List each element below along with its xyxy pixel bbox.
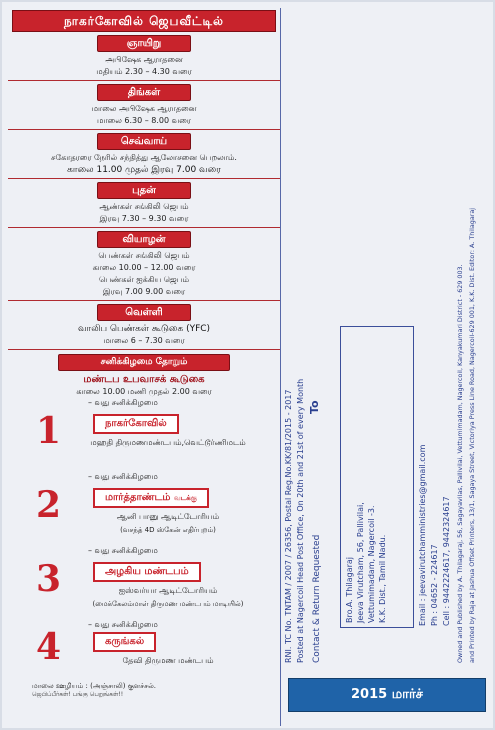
postal-column: [280, 8, 491, 726]
contact-line: Contact & Return Requested: [312, 534, 322, 663]
schedule-time: காலை 11.00 முதல் இரவு 7.00 வரை: [67, 165, 221, 175]
issue-date: 2015 மார்ச்: [288, 678, 486, 712]
schedule-time: இரவு 7.00 9.00 வரை: [102, 287, 186, 296]
venue-3: [8, 546, 280, 620]
venue-1: [8, 398, 280, 472]
schedule-time: காலை 10.00 – 12.00 வரை: [92, 263, 196, 272]
venue-week-label: – வது சனிக்கிழமை: [88, 546, 158, 555]
venue-hall: ஐஸ்வர்யா ஆடிட்டோரியம்: [118, 586, 218, 595]
posted-line: Posted at Nagercoil Head Post Office, On 20th and 21st of every Month: [296, 378, 305, 663]
day-banner-sunday: ஞாயிறு: [97, 35, 191, 52]
venue-number: 1: [36, 410, 62, 452]
day-banner-wednesday: புதன்: [97, 182, 191, 199]
address-line: Vettumimadam, Nagercoil -3.: [367, 505, 376, 623]
day-section-sunday: [8, 35, 280, 81]
return-address-box: [340, 326, 414, 628]
venue-name-text: நாகர்கோவில்: [105, 418, 167, 429]
venue-number: 2: [36, 484, 62, 526]
magazine-back-cover: [2, 2, 493, 728]
day-banner-tuesday: செவ்வாய்: [97, 133, 191, 150]
schedule-text: மாலை அபிஷேக ஆராதனை: [91, 104, 197, 113]
address-name: Bro.A. Thilagaraj: [345, 556, 354, 623]
printed-line: and Printed by Raja at Jashua Offset Printers, 13/1, Sagaya Street, Victoriya Press Line Road, Nagercoil-629 001, K.K. Dist. Editor: A. Thilagaraj: [468, 207, 476, 663]
venue-name: [93, 414, 179, 434]
venue-number: 4: [36, 626, 62, 668]
venue-note: (மைக்கேலம்மாள் திருமண மண்டபம் மாடியில்): [92, 600, 244, 608]
venue-name-text: மார்த்தாண்டம்: [105, 492, 171, 503]
venue-number: 3: [36, 558, 62, 600]
saturday-time: காலை 10.00 மணி முதல் 2.00 வரை: [76, 387, 212, 396]
schedule-text: வாலிப பெண்கள் கூடுகை (YFC): [77, 324, 211, 334]
venue-name: [93, 488, 209, 508]
venue-name: [93, 562, 201, 582]
schedule-time: மாலை 6.30 – 8.00 வரை: [97, 116, 191, 125]
footer-invitation: ஜெபிப்பீர்கள்! பங்கு பெறுங்கள்!!: [32, 691, 124, 698]
day-section-tuesday: [8, 133, 280, 179]
venue-hall: தேவி திருமண மண்டபம்: [122, 656, 214, 665]
rni-line: RNI. TC No. TNTAM / 2007 / 26356, Postal Reg.No.KK/81/2015 - 2017: [284, 389, 293, 663]
schedule-time: இரவு 7.30 – 9.30 வரை: [99, 214, 189, 223]
footer-evening-ministry: மாலை ஊழியம் : (அஞ்சாலி) குளச்சல்.: [32, 682, 157, 690]
venue-week-label: – வது சனிக்கிழமை: [88, 398, 158, 407]
venue-hall: மஹதி திருமணமண்டபம்,வெட்டூர்ணிமடம்: [90, 438, 246, 447]
venue-name-text: அழகிய மண்டபம்: [105, 566, 189, 577]
venue-hall: ஆனி பானு ஆடிட்டோரியம்: [116, 512, 220, 521]
venue-week-label: – வது சனிக்கிழமை: [88, 472, 158, 481]
venue-note: (வசந்த் 4D ஸ்கேன் எதிர்புறம்): [120, 526, 216, 534]
phone-line: Ph : 04652 - 224617: [430, 544, 439, 626]
schedule-text: பெண்கள் ஐக்கிய ஜெபம்: [98, 275, 190, 284]
postal-block: [280, 8, 491, 726]
venue-2: [8, 472, 280, 546]
venue-name-suffix: வடக்கு: [173, 494, 197, 502]
schedule-time: மதியம் 2.30 – 4.30 வரை: [96, 67, 192, 76]
cell-line: Cell : 9442224617, 9442324617: [442, 496, 451, 626]
venue-name-text: கருங்கல்: [105, 636, 145, 647]
day-section-wednesday: [8, 182, 280, 228]
schedule-text: பெண்கள் சங்கிலி ஜெபம்: [98, 251, 190, 260]
day-banner-thursday: வியாழன்: [97, 231, 191, 248]
to-label: To: [308, 400, 321, 414]
day-banner-monday: திங்கள்: [97, 84, 191, 101]
schedule-column: [8, 8, 280, 726]
owned-line: Owned and Published by A. Thilagaraj, 56, Sagayavilas, Pallivilai, Vettumimadam, Nagercoil, Kanyakumari District - 629 003.: [456, 264, 464, 663]
day-section-thursday: [8, 231, 280, 301]
schedule-text: ஆண்கள் சங்கிலி ஜெபம்: [99, 202, 189, 211]
schedule-text: அபிஷேக ஆராதனை: [105, 55, 183, 64]
day-banner-friday: வெள்ளி: [97, 304, 191, 321]
saturday-title: மண்டப உபவாசக் கூடுகை: [83, 374, 205, 385]
day-section-friday: [8, 304, 280, 350]
venue-4: [8, 620, 280, 682]
venue-week-label: – வது சனிக்கிழமை: [88, 620, 158, 629]
address-line: K.K. Dist., Tamil Nadu.: [378, 534, 387, 623]
page-title: நாகர்கோவில் ஜெபவீட்டில்: [12, 10, 276, 32]
saturday-banner: சனிக்கிழமை தோறும்: [58, 354, 230, 371]
address-line: Jeeva Virutcham, 56, Pallivilai,: [356, 502, 365, 623]
schedule-time: மாலை 6 – 7.30 வரை: [103, 336, 185, 345]
email-line: Email : jeevavirutchamministries@gmail.com: [418, 444, 427, 626]
day-section-monday: [8, 84, 280, 130]
schedule-text: சகோதரரை நேரில் சந்தித்து ஆலோசனை பெறலாம்.: [51, 153, 237, 162]
venue-name: [93, 632, 156, 652]
